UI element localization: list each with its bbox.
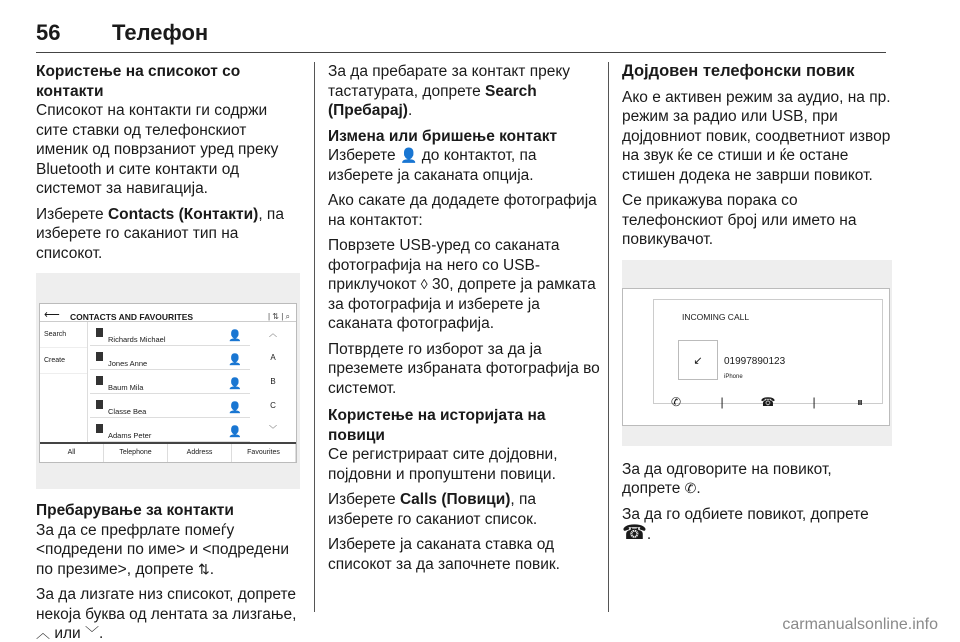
call-controls: ✆ | ☎ | ⏸ <box>653 391 883 415</box>
incoming-call-screenshot <box>622 260 892 446</box>
decline-call-icon: ☎ <box>622 522 647 544</box>
list-item: Baum Mila 👤 <box>90 370 250 394</box>
paragraph: Изберете ја саканата ставка од списокот за да започнете повик. <box>328 536 560 573</box>
screen-title: CONTACTS AND FAVOURITES <box>70 312 194 322</box>
column-divider <box>608 62 609 612</box>
paragraph: За да се префрлате помеѓу <подредени по име> и <подредени по презиме>, допрете ⇅. <box>36 521 289 578</box>
contacts-screenshot <box>36 273 300 489</box>
section-heading: Пребарување за контакти <box>36 502 234 519</box>
topbar-icons: | ⇅ | ⌕ <box>267 312 290 321</box>
contact-card-icon <box>96 376 103 385</box>
chevron-up-icon: ︿ <box>36 625 50 641</box>
sidebar-item-create: Create <box>40 348 87 374</box>
contact-card-icon <box>96 328 103 337</box>
letter: A <box>270 353 276 362</box>
incoming-call-screen <box>622 288 890 426</box>
page-header <box>36 20 936 50</box>
column-1 <box>36 62 300 642</box>
contact-card-icon <box>96 352 103 361</box>
sort-icon: ⇅ <box>197 560 210 577</box>
paragraph: За да лизгате низ списокот, допрете некоја буква од лентата за лизгање, ︿ или ﹀. <box>36 586 297 642</box>
person-icon: 👤 <box>228 378 242 390</box>
answer-call-icon: ✆ <box>684 480 697 496</box>
chevron-down-icon: ﹀ <box>85 625 99 641</box>
chevron-down-icon: ﹀ <box>269 425 277 434</box>
paragraph: Потврдете го изборот за да ја преземете избраната фотографија во системот. <box>328 340 600 397</box>
section-heading: Измена или бришење контакт <box>328 127 558 145</box>
column-divider <box>314 62 315 612</box>
back-arrow-icon: ⟵ <box>44 309 60 321</box>
pause-icon: ⏸ <box>856 394 863 409</box>
paragraph: Се регистрираат сите дојдовни, појдовни и пропуштени повици. <box>328 446 558 483</box>
decline-call-icon: ☎ <box>760 394 776 409</box>
call-title: INCOMING CALL <box>682 311 750 322</box>
paragraph: Изберете 👤 до контактот, па изберете ја саканата опција. <box>328 147 537 184</box>
person-icon: 👤 <box>228 354 242 366</box>
letter: C <box>270 401 276 410</box>
person-icon: 👤 <box>228 330 242 342</box>
list-item: Richards Michael 👤 <box>90 322 250 346</box>
contact-card-icon <box>96 424 103 433</box>
screen-sidebar <box>40 322 88 442</box>
chevron-up-icon: ︿ <box>269 329 277 338</box>
tab-favourites: Favourites <box>232 444 296 462</box>
column-2 <box>328 62 600 580</box>
section-heading: Користење на историјата на повици <box>328 407 546 444</box>
caller-number: 01997890123 <box>724 355 786 367</box>
call-card <box>653 299 883 404</box>
contact-list <box>90 322 250 442</box>
paragraph: За да одговорите на повикот, допрете ✆. <box>622 460 832 497</box>
person-icon: 👤 <box>228 426 242 438</box>
page-title: Телефон <box>112 20 209 45</box>
paragraph: За да го одбиете повикот, допрете ☎. <box>622 505 869 544</box>
list-item: Jones Anne 👤 <box>90 346 250 370</box>
tab-telephone: Telephone <box>104 444 168 462</box>
paragraph: Списокот на контакти ги содржи сите ставки од телефонскиот именик од поврзаниот уред преку Bluetooth и сите контакти од системот за навигација. <box>36 102 279 197</box>
contact-card-icon <box>96 400 103 409</box>
answer-call-icon: ✆ <box>670 394 682 409</box>
paragraph: Ако сакате да додадете фотографија на контактот: <box>328 192 597 229</box>
person-icon: 👤 <box>228 402 242 414</box>
tab-all: All <box>40 444 104 462</box>
paragraph: Поврзете USB-уред со саканата фотографија на него со USB-приклучокот ◊ 30, допрете ја рамката за фотографија и изберете ја саканата фотографија. <box>328 237 596 332</box>
header-rule <box>36 52 886 53</box>
sidebar-item-search: Search <box>40 322 87 348</box>
paragraph: Изберете Calls (Повици), па изберете го саканиот список. <box>328 491 538 528</box>
letter: B <box>270 377 276 386</box>
screen-tabs <box>40 442 296 462</box>
paragraph: Ако е активен режим за аудио, на пр. режим за радио или USB, при дојдовниот повик, соодветниот извор на звук ќе се стиши и ќе остане стишен додека не заврши повикот. <box>622 88 891 184</box>
screen-topbar <box>40 304 296 322</box>
contacts-screen <box>39 303 297 463</box>
paragraph: Се прикажува порака со телефонскиот број или името на повикувачот. <box>622 192 857 248</box>
person-icon: 👤 <box>399 147 418 163</box>
list-item: Adams Peter 👤 <box>90 418 250 442</box>
paragraph: За да пребарате за контакт преку тастатурата, допрете Search (Пребарај). <box>328 63 571 119</box>
page-number: 56 <box>36 20 61 45</box>
tab-address: Address <box>168 444 232 462</box>
paragraph: Изберете Contacts (Контакти), па изберете го саканиот тип на списокот. <box>36 205 284 262</box>
caller-device: iPhone <box>724 373 743 380</box>
alphabet-scroller <box>250 322 296 442</box>
incoming-call-icon: ↙ <box>678 340 718 380</box>
watermark: carmanualsonline.info <box>782 616 938 633</box>
column-3 <box>622 62 892 551</box>
section-heading: Користење на списокот со контакти <box>36 63 241 100</box>
reference-icon: ◊ <box>420 276 428 292</box>
list-item: Classe Bea 👤 <box>90 394 250 418</box>
section-heading: Дојдовен телефонски повик <box>622 62 855 80</box>
